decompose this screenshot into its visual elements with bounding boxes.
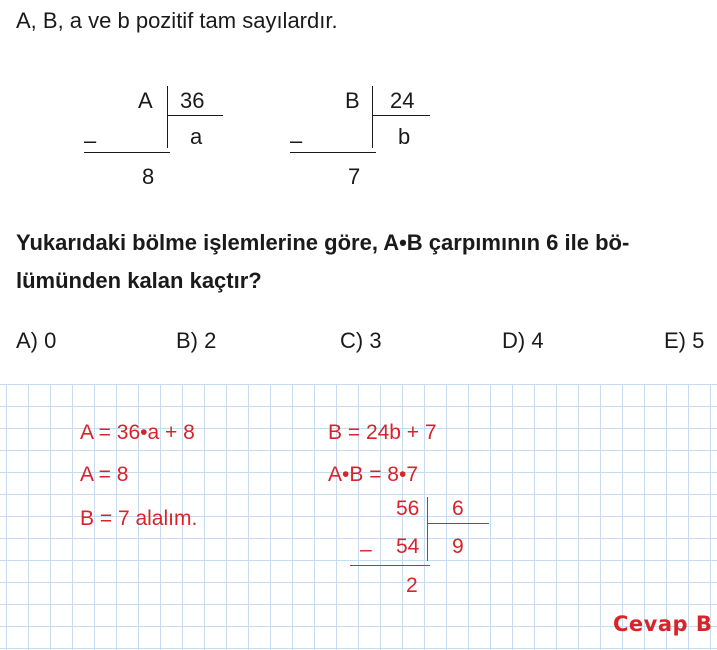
question-line-1: Yukarıdaki bölme işlemlerine göre, A•B çarpımının 6 ile bö- — [16, 230, 630, 255]
division-2-minus: – — [290, 128, 303, 153]
option-e[interactable]: E) 5 — [664, 328, 705, 353]
division-2-remainder: 7 — [348, 164, 361, 189]
question-line-2: lümünden kalan kaçtır? — [16, 268, 262, 293]
option-d[interactable]: D) 4 — [502, 328, 544, 353]
solution-division-remainder: 2 — [406, 574, 418, 597]
division-2-subtraction-line — [290, 152, 376, 153]
solution-left-line-3: B = 7 alalım. — [80, 507, 198, 530]
division-1-divisor: 36 — [180, 88, 205, 113]
division-1-quotient: a — [190, 124, 203, 149]
solution-division-quotient: 9 — [452, 535, 464, 558]
solution-right-line-1: B = 24b + 7 — [328, 421, 437, 444]
problem-intro: A, B, a ve b pozitif tam sayılardır. — [16, 8, 338, 33]
solution-right-line-2: A•B = 8•7 — [328, 463, 419, 486]
solution-left-line-1: A = 36•a + 8 — [80, 421, 195, 444]
division-1-divisor-line — [167, 115, 223, 116]
solution-division-dividend: 56 — [396, 497, 420, 520]
division-1-dividend: A — [138, 88, 153, 113]
solution-division-subtrahend: 54 — [396, 535, 420, 558]
solution-division-vertical-line — [427, 497, 428, 561]
answer-label: Cevap B — [613, 612, 713, 636]
solution-left-line-2: A = 8 — [80, 463, 129, 486]
division-2-dividend: B — [345, 88, 360, 113]
division-1-vertical-line — [167, 86, 168, 148]
division-2-divisor-line — [372, 115, 430, 116]
division-2-quotient: b — [398, 124, 411, 149]
division-2-vertical-line — [372, 86, 373, 148]
division-1-subtraction-line — [84, 152, 170, 153]
option-b[interactable]: B) 2 — [176, 328, 217, 353]
division-1-remainder: 8 — [142, 164, 155, 189]
solution-division-subtraction-line — [350, 565, 430, 566]
solution-division-divisor-line — [427, 523, 489, 524]
division-2-divisor: 24 — [390, 88, 415, 113]
option-c[interactable]: C) 3 — [340, 328, 382, 353]
solution-division-divisor: 6 — [452, 497, 464, 520]
solution-division-minus: – — [360, 538, 372, 561]
division-1-minus: – — [84, 128, 97, 153]
option-a[interactable]: A) 0 — [16, 328, 57, 353]
